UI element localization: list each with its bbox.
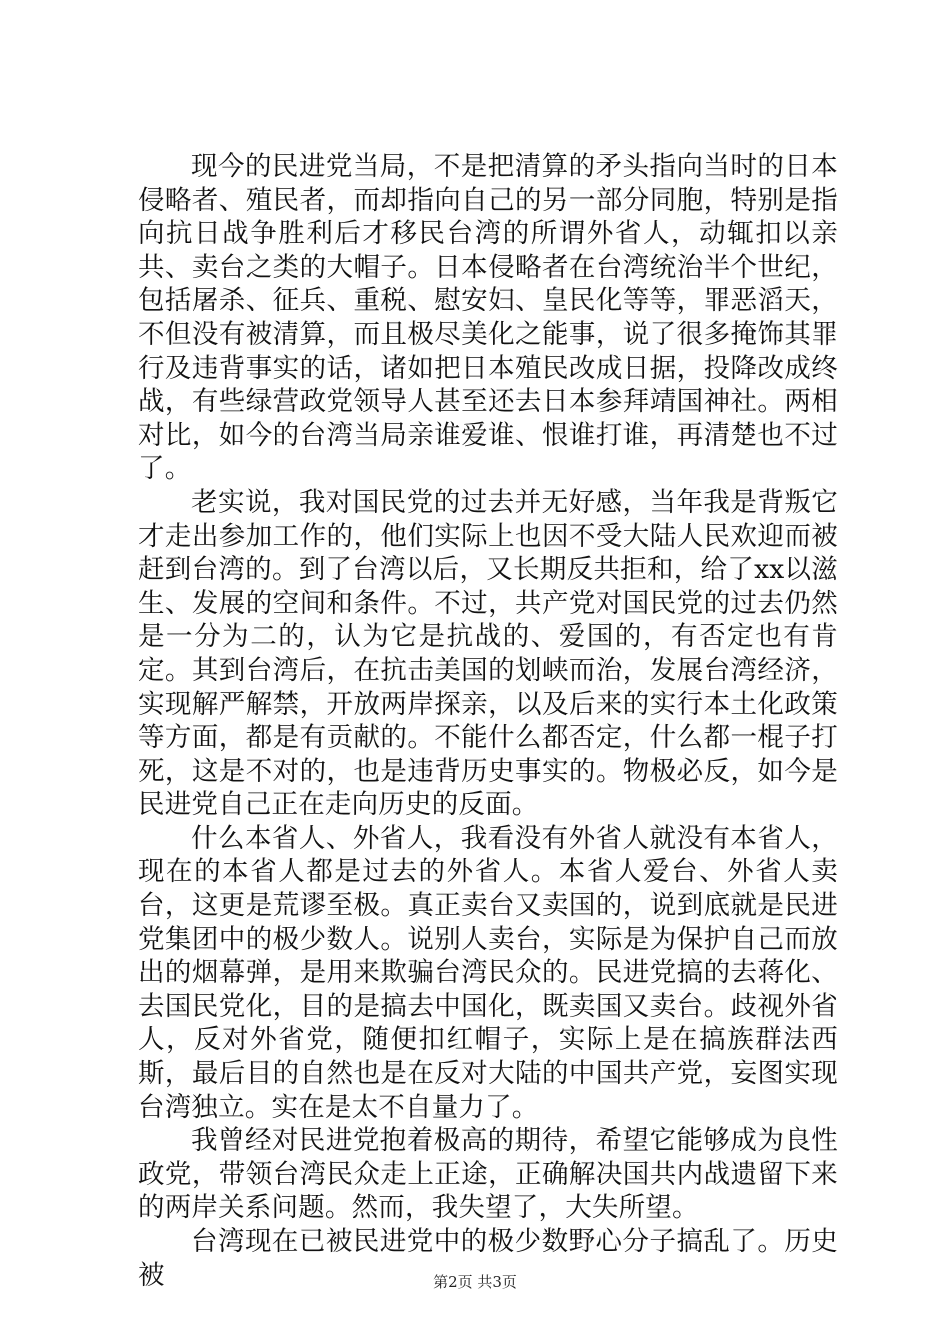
paragraph: 什么本省人、外省人，我看没有外省人就没有本省人，现在的本省人都是过去的外省人。本省人爱台、外省人卖台，这更是荒谬至极。真正卖台又卖国的，说到底就是民进党集团中的极少数人。说别人卖台，实际是为保护自己而放出的烟幕弹，是用来欺骗台湾民众的。民进党搞的去蒋化、去国民党化，目的是搞去中国化，既卖国又卖台。歧视外省人，反对外省党，随便扣红帽子，实际上是在搞族群法西斯，最后目的自然也是在反对大陆的中国共产党，妄图实现台湾独立。实在是太不自量力了。	[138, 822, 838, 1123]
page-number-footer: 第2页 共3页	[433, 1273, 517, 1291]
document-body	[138, 150, 838, 1292]
paragraph: 我曾经对民进党抱着极高的期待，希望它能够成为良性政党，带领台湾民众走上正途，正确解决国共内战遗留下来的两岸关系问题。然而，我失望了，大失所望。	[138, 1125, 838, 1224]
paragraph: 老实说，我对国民党的过去并无好感，当年我是背叛它才走出参加工作的，他们实际上也因不受大陆人民欢迎而被赶到台湾的。到了台湾以后，又长期反共拒和，给了xx以滋生、发展的空间和条件。不过，共产党对国民党的过去仍然是一分为二的，认为它是抗战的、爱国的，有否定也有肯定。其到台湾后，在抗击美国的划峡而治，发展台湾经济，实现解严解禁，开放两岸探亲，以及后来的实行本土化政策等方面，都是有贡献的。不能什么都否定，什么都一棍子打死，这是不对的，也是违背历史事实的。物极必反，如今是民进党自己正在走向历史的反面。	[138, 486, 838, 821]
paragraph: 台湾现在已被民进党中的极少数野心分子搞乱了。历史被	[138, 1226, 838, 1291]
paragraph: 现今的民进党当局，不是把清算的矛头指向当时的日本侵略者、殖民者，而却指向自己的另一部分同胞，特别是指向抗日战争胜利后才移民台湾的所谓外省人，动辄扣以亲共、卖台之类的大帽子。日本侵略者在台湾统治半个世纪，包括屠杀、征兵、重税、慰安妇、皇民化等等，罪恶滔天，不但没有被清算，而且极尽美化之能事，说了很多掩饰其罪行及违背事实的话，诸如把日本殖民改成日据，投降改成终战，有些绿营政党领导人甚至还去日本参拜靖国神社。两相对比，如今的台湾当局亲谁爱谁、恨谁打谁，再清楚也不过了。	[138, 151, 838, 485]
